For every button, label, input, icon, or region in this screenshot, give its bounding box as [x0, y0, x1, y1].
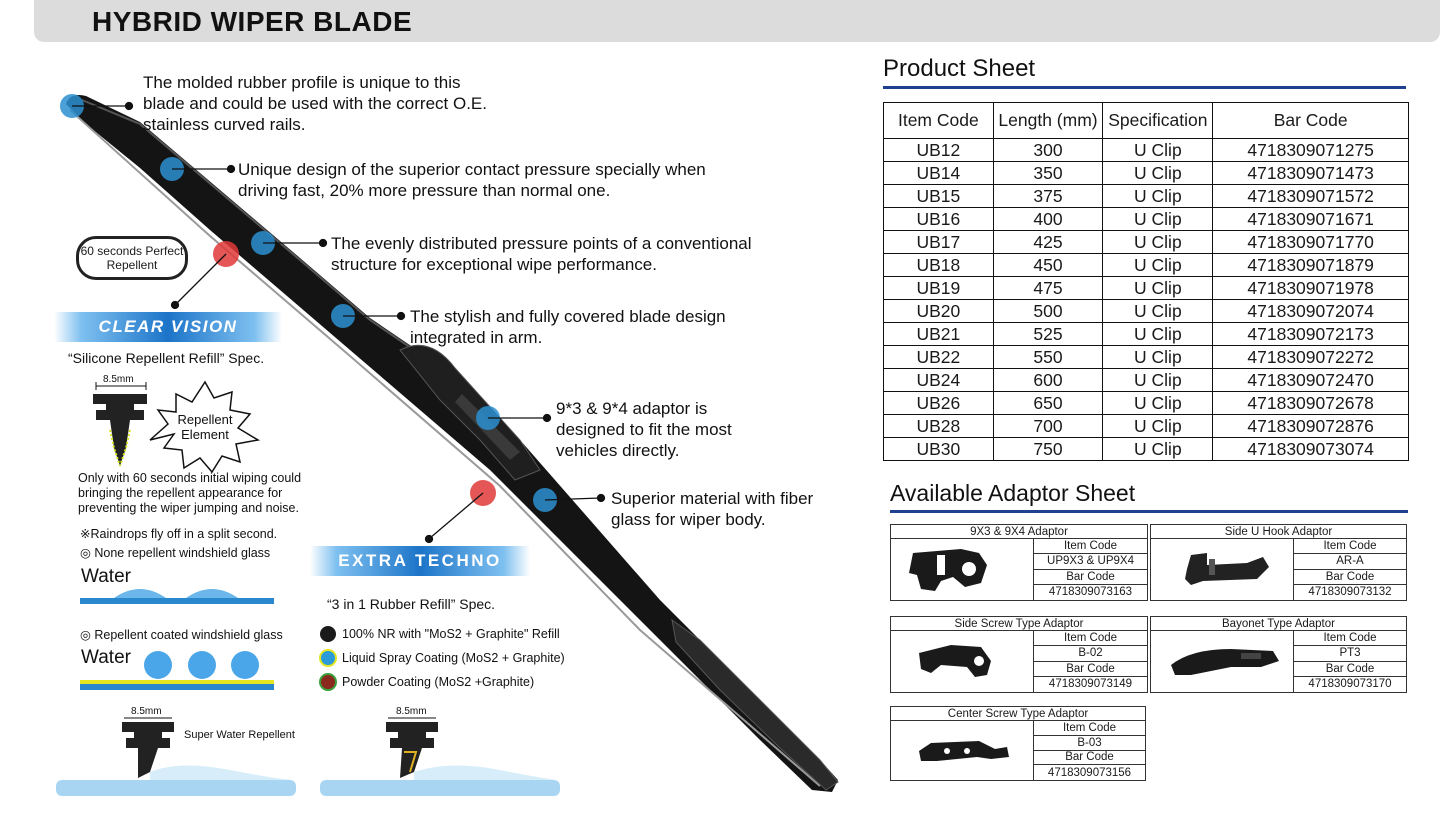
adaptor-name: 9X3 & 9X4 Adaptor	[891, 525, 1147, 539]
water-label-2: Water	[81, 647, 131, 668]
specification-cell: U Clip	[1103, 300, 1213, 323]
table-row	[884, 254, 1409, 277]
table-row	[884, 231, 1409, 254]
item-code-label: Item Code	[1034, 631, 1147, 646]
initial-wiping-note: Only with 60 seconds initial wiping could bringing the repellent appearance for preventing the wiper jumping and noise.	[78, 471, 302, 515]
bar-code-cell: 4718309072074	[1213, 300, 1409, 323]
adaptor-image	[1151, 631, 1293, 692]
feature-covered-design: The stylish and fully covered blade design integrated in arm.	[410, 307, 726, 347]
silicone-refill-diagram	[93, 382, 147, 466]
repellent-element-label: Repellent Element	[177, 412, 233, 442]
table-row	[884, 369, 1409, 392]
item-code-cell: UB24	[884, 369, 994, 392]
specification-cell: U Clip	[1103, 415, 1213, 438]
bar-code-label: Bar Code	[1294, 662, 1406, 677]
table-row	[884, 139, 1409, 162]
page-title: HYBRID WIPER BLADE	[92, 6, 413, 37]
table-row	[884, 185, 1409, 208]
table-row	[884, 392, 1409, 415]
adaptor-info	[1033, 631, 1147, 692]
specification-cell: U Clip	[1103, 254, 1213, 277]
feature-rubber-profile: The molded rubber profile is unique to this blade and could be used with the correct O.E. stainless curved rails.	[143, 73, 487, 134]
product-sheet-title: Product Sheet	[883, 55, 1036, 82]
feature-contact-pressure: Unique design of the superior contact pressure specially when driving fast, 20% more pressure than normal one.	[238, 160, 706, 200]
col-specification: Specification	[1103, 103, 1213, 139]
length-cell: 600	[993, 369, 1103, 392]
powder-dot	[320, 674, 336, 690]
item-code-cell: UB22	[884, 346, 994, 369]
adaptor-bar-code: 4718309073170	[1308, 678, 1392, 691]
item-code-label: Item Code	[1034, 539, 1147, 554]
specification-cell: U Clip	[1103, 208, 1213, 231]
specification-cell: U Clip	[1103, 185, 1213, 208]
adaptor-info	[1293, 631, 1406, 692]
adaptor-card	[1150, 616, 1407, 693]
adaptor-bar-code: 4718309073156	[1047, 766, 1132, 779]
bar-code-label: Bar Code	[1034, 662, 1147, 677]
width-label-2: 8.5mm	[131, 706, 162, 717]
item-code-cell: UB12	[884, 139, 994, 162]
adaptor-name: Center Screw Type Adaptor	[891, 707, 1145, 721]
adaptor-image	[891, 721, 1033, 780]
length-cell: 300	[993, 139, 1103, 162]
nr-label: 100% NR with "MoS2 + Graphite" Refill	[342, 627, 560, 641]
adaptor-sheet-rule	[890, 510, 1408, 513]
none-repellent-label: ◎ None repellent windshield glass	[80, 546, 271, 560]
width-label-1: 8.5mm	[103, 374, 134, 385]
specification-cell: U Clip	[1103, 369, 1213, 392]
liquid-label: Liquid Spray Coating (MoS2 + Graphite)	[342, 651, 565, 665]
bar-code-cell: 4718309071275	[1213, 139, 1409, 162]
adaptor-card	[890, 706, 1146, 781]
repellent-pill: 60 seconds Perfect Repellent	[76, 236, 188, 280]
adaptor-name: Side U Hook Adaptor	[1151, 525, 1406, 539]
width-label-3: 8.5mm	[396, 706, 427, 717]
adaptor-image	[1151, 539, 1293, 600]
liquid-dot	[320, 650, 336, 666]
item-code-cell: UB30	[884, 438, 994, 461]
specification-cell: U Clip	[1103, 139, 1213, 162]
length-cell: 450	[993, 254, 1103, 277]
item-code-cell: UB19	[884, 277, 994, 300]
bar-code-cell: 4718309071770	[1213, 231, 1409, 254]
length-cell: 500	[993, 300, 1103, 323]
length-cell: 750	[993, 438, 1103, 461]
item-code-cell: UB20	[884, 300, 994, 323]
item-code-cell: UB26	[884, 392, 994, 415]
length-cell: 425	[993, 231, 1103, 254]
bar-code-cell: 4718309071879	[1213, 254, 1409, 277]
feature-pressure-points: The evenly distributed pressure points of a conventional structure for exceptional wipe performance.	[331, 234, 752, 274]
raindrops-note: ※Raindrops fly off in a split second.	[80, 527, 278, 541]
length-cell: 475	[993, 277, 1103, 300]
specification-cell: U Clip	[1103, 392, 1213, 415]
bar-code-cell: 4718309073074	[1213, 438, 1409, 461]
bar-code-label: Bar Code	[1034, 570, 1147, 585]
adaptor-item-code: B-03	[1034, 736, 1145, 751]
clear-vision-banner: CLEAR VISION	[54, 312, 282, 342]
length-cell: 550	[993, 346, 1103, 369]
water-label-1: Water	[81, 566, 131, 587]
col-bar-code: Bar Code	[1213, 103, 1409, 139]
feature-adaptor: 9*3 & 9*4 adaptor is designed to fit the most vehicles directly.	[556, 399, 732, 460]
length-cell: 400	[993, 208, 1103, 231]
length-cell: 375	[993, 185, 1103, 208]
bar-code-label: Bar Code	[1294, 570, 1406, 585]
adaptor-bar-code: 4718309073132	[1308, 586, 1392, 599]
table-row	[884, 277, 1409, 300]
table-row	[884, 438, 1409, 461]
bar-code-cell: 4718309071671	[1213, 208, 1409, 231]
item-code-cell: UB14	[884, 162, 994, 185]
adaptor-info	[1033, 721, 1145, 780]
adaptor-image	[891, 631, 1033, 692]
extra-techno-banner: EXTRA TECHNO	[310, 546, 530, 576]
table-row	[884, 162, 1409, 185]
length-cell: 650	[993, 392, 1103, 415]
adaptor-image	[891, 539, 1033, 600]
col-item-code: Item Code	[884, 103, 994, 139]
item-code-label: Item Code	[1034, 721, 1145, 736]
specification-cell: U Clip	[1103, 346, 1213, 369]
adaptor-name: Side Screw Type Adaptor	[891, 617, 1147, 631]
item-code-label: Item Code	[1294, 631, 1406, 646]
specification-cell: U Clip	[1103, 162, 1213, 185]
water-panel-1	[80, 589, 274, 604]
adaptor-sheet-title: Available Adaptor Sheet	[890, 480, 1136, 506]
adaptor-name: Bayonet Type Adaptor	[1151, 617, 1406, 631]
feature-fiber-glass: Superior material with fiber glass for wiper body.	[611, 489, 814, 529]
item-code-label: Item Code	[1294, 539, 1406, 554]
length-cell: 350	[993, 162, 1103, 185]
bar-code-cell: 4718309072470	[1213, 369, 1409, 392]
item-code-cell: UB15	[884, 185, 994, 208]
col-length: Length (mm)	[993, 103, 1103, 139]
adaptor-info	[1293, 539, 1406, 600]
specification-cell: U Clip	[1103, 231, 1213, 254]
length-cell: 525	[993, 323, 1103, 346]
adaptor-item-code: AR-A	[1294, 554, 1406, 569]
powder-label: Powder Coating (MoS2 +Graphite)	[342, 675, 535, 689]
table-row	[884, 323, 1409, 346]
item-code-cell: UB28	[884, 415, 994, 438]
specification-cell: U Clip	[1103, 277, 1213, 300]
bar-code-cell: 4718309071473	[1213, 162, 1409, 185]
super-water-label: Super Water Repellent	[184, 729, 295, 741]
item-code-cell: UB21	[884, 323, 994, 346]
nr-dot	[320, 626, 336, 642]
adaptor-bar-code: 4718309073149	[1048, 678, 1133, 691]
product-table	[883, 102, 1409, 461]
bottom-refill-right	[320, 718, 560, 796]
adaptor-card	[890, 616, 1148, 693]
product-sheet-rule	[883, 86, 1406, 89]
bar-code-cell: 4718309072173	[1213, 323, 1409, 346]
length-cell: 700	[993, 415, 1103, 438]
bar-code-cell: 4718309071572	[1213, 185, 1409, 208]
adaptor-item-code: B-02	[1034, 646, 1147, 661]
rubber-refill-spec: “3 in 1 Rubber Refill” Spec.	[327, 596, 496, 612]
bar-code-cell: 4718309072876	[1213, 415, 1409, 438]
specification-cell: U Clip	[1103, 323, 1213, 346]
adaptor-bar-code: 4718309073163	[1048, 586, 1133, 599]
bar-code-label: Bar Code	[1034, 751, 1145, 766]
table-row	[884, 208, 1409, 231]
bar-code-cell: 4718309071978	[1213, 277, 1409, 300]
adaptor-item-code: PT3	[1294, 646, 1406, 661]
table-row	[884, 346, 1409, 369]
silicone-spec-label: “Silicone Repellent Refill” Spec.	[68, 350, 265, 366]
adaptor-card	[1150, 524, 1407, 601]
adaptor-item-code: UP9X3 & UP9X4	[1034, 554, 1147, 569]
repellent-coated-label: ◎ Repellent coated windshield glass	[80, 628, 283, 642]
specification-cell: U Clip	[1103, 438, 1213, 461]
adaptor-info	[1033, 539, 1147, 600]
item-code-cell: UB17	[884, 231, 994, 254]
table-row	[884, 415, 1409, 438]
bar-code-cell: 4718309072272	[1213, 346, 1409, 369]
item-code-cell: UB18	[884, 254, 994, 277]
item-code-cell: UB16	[884, 208, 994, 231]
adaptor-card	[890, 524, 1148, 601]
table-row	[884, 300, 1409, 323]
product-table-header	[884, 103, 1409, 139]
bar-code-cell: 4718309072678	[1213, 392, 1409, 415]
